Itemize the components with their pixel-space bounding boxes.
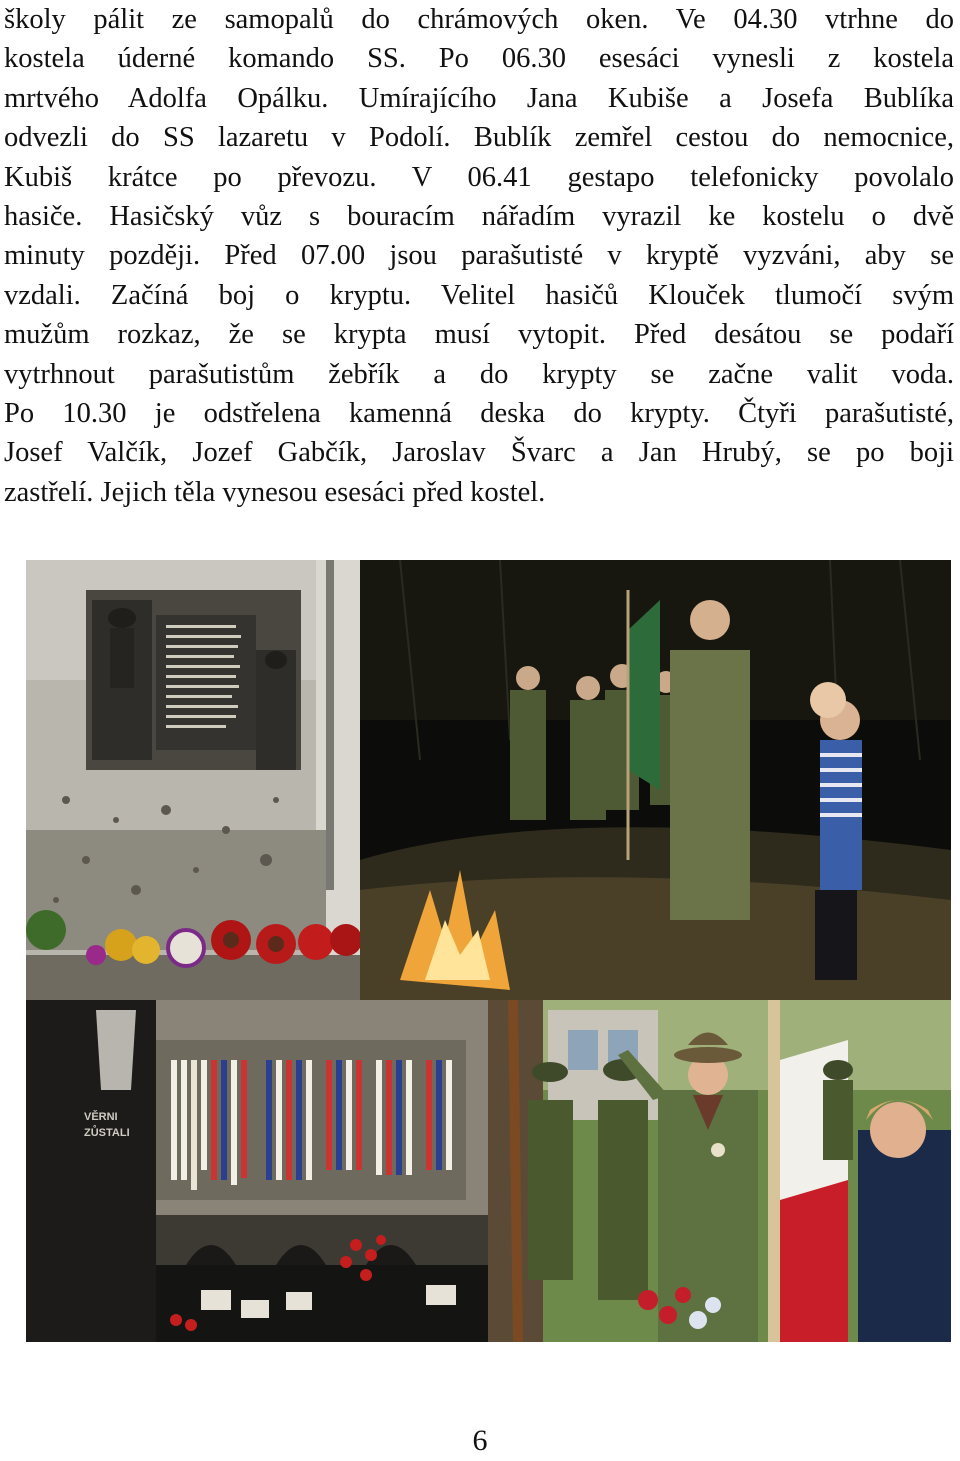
paragraph-line: hasiče. Hasičský vůz s bouracím nářadím vyrazil ke kostelu o dvě [4, 200, 954, 232]
paragraph-line: vytrhnout parašutistům žebřík a do krypty se začne valit voda. [4, 358, 954, 390]
night-ceremony-photo [360, 560, 951, 1000]
paragraph-line: mrtvého Adolfa Opálku. Umírajícího Jana Kubiše a Josefa Bublíka [4, 82, 954, 114]
paragraph-line: zastřelí. Jejich těla vynesou esesáci před kostel. [4, 476, 546, 508]
paragraph-line: Po 10.30 je odstřelena kamenná deska do krypty. Čtyři parašutisté, [4, 397, 954, 429]
paragraph-line: minuty později. Před 07.00 jsou parašutisté v kryptě vyzváni, aby se [4, 240, 954, 272]
salute-ceremony-photo [488, 1000, 951, 1342]
paragraph-line: mužům rozkaz, že se krypta musí vytopit. Před desátou se podaří [4, 319, 954, 351]
memorial-plaque-photo [26, 560, 360, 1000]
body-paragraph [4, 0, 954, 512]
paragraph-line: kostela úderné komando SS. Po 06.30 esesáci vynesli z kostela [4, 43, 954, 75]
crypt-memorial-photo [26, 1000, 488, 1342]
paragraph-line: odvezli do SS lazaretu v Podolí. Bublík zemřel cestou do nemocnice, [4, 122, 954, 154]
paragraph-line: Kubiš krátce po převozu. V 06.41 gestapo telefonicky povolalo [4, 161, 954, 193]
paragraph-line: školy pálit ze samopalů do chrámových oken. Ve 04.30 vtrhne do [4, 4, 954, 35]
paragraph-line: vzdali. Začíná boj o kryptu. Velitel hasičů Klouček tlumočí svým [4, 279, 954, 311]
page-number: 6 [472, 1424, 488, 1457]
paragraph-line: Josef Valčík, Jozef Gabčík, Jaroslav Švarc a Jan Hrubý, se po boji [4, 437, 954, 469]
crypt-inscription-line: ZŮSTALI [84, 1127, 130, 1139]
crypt-inscription-line: VĚRNI [84, 1111, 118, 1123]
